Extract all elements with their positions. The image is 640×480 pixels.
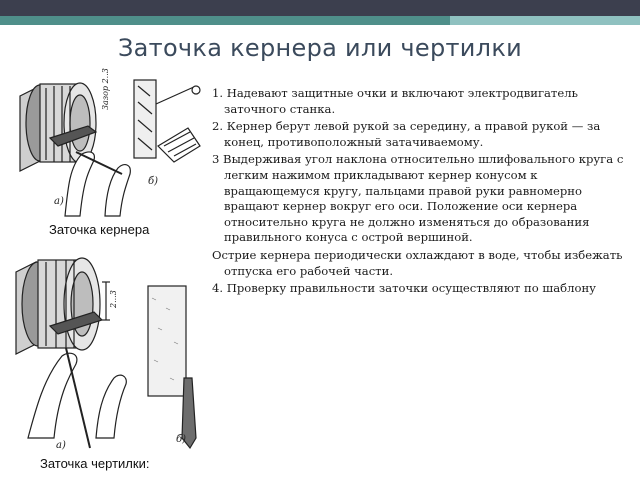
caption-scriber: Заточка чертилки: xyxy=(40,456,150,471)
instruction-step-2: 2. Кернер берут левой рукой за середину, а правой рукой — за конец, противоположный затачиваемому. xyxy=(212,119,601,149)
instruction-step-4: 4. Проверку правильности заточки осуществляют по шаблону xyxy=(212,281,596,296)
instruction-step-1: 1. Надевают защитные очки и включают электродвигатель заточного станка. xyxy=(212,86,578,116)
gap-label-top: Зазор 2..3 xyxy=(101,68,110,110)
header-bar-dark xyxy=(0,0,640,16)
fig-top-label-a: а) xyxy=(54,196,64,207)
instructions-list xyxy=(212,86,636,299)
slide-title: Заточка кернера или чертилки xyxy=(117,34,523,62)
header-bar-teal xyxy=(0,16,640,25)
scriber-sharpening-illustration xyxy=(10,238,210,454)
header-bar-accent xyxy=(450,16,640,25)
gap-label-bottom: 2...3 xyxy=(109,290,118,308)
instruction-cooling-note: Острие кернера периодически охлаждают в воде, чтобы избежать отпуска его рабочей части. xyxy=(212,247,623,278)
fig-bottom-label-b: б) xyxy=(176,434,187,445)
caption-center-punch: Заточка кернера xyxy=(49,222,150,237)
fig-top-label-b: б) xyxy=(148,176,159,187)
instruction-step-3: 3 Выдерживая угол наклона относительно шлифовального круга с легким нажимом прикладывают кернер конусом к вращающемуся кругу, пальцами правой руки равномерно вращают кернер вокруг его оси. Положение оси кернера относительно круга не должно изменяться до образования правильного конуса с острой вершиной. xyxy=(212,152,624,245)
center-punch-sharpening-illustration xyxy=(10,66,206,222)
fig-bottom-label-a: а) xyxy=(56,440,66,451)
